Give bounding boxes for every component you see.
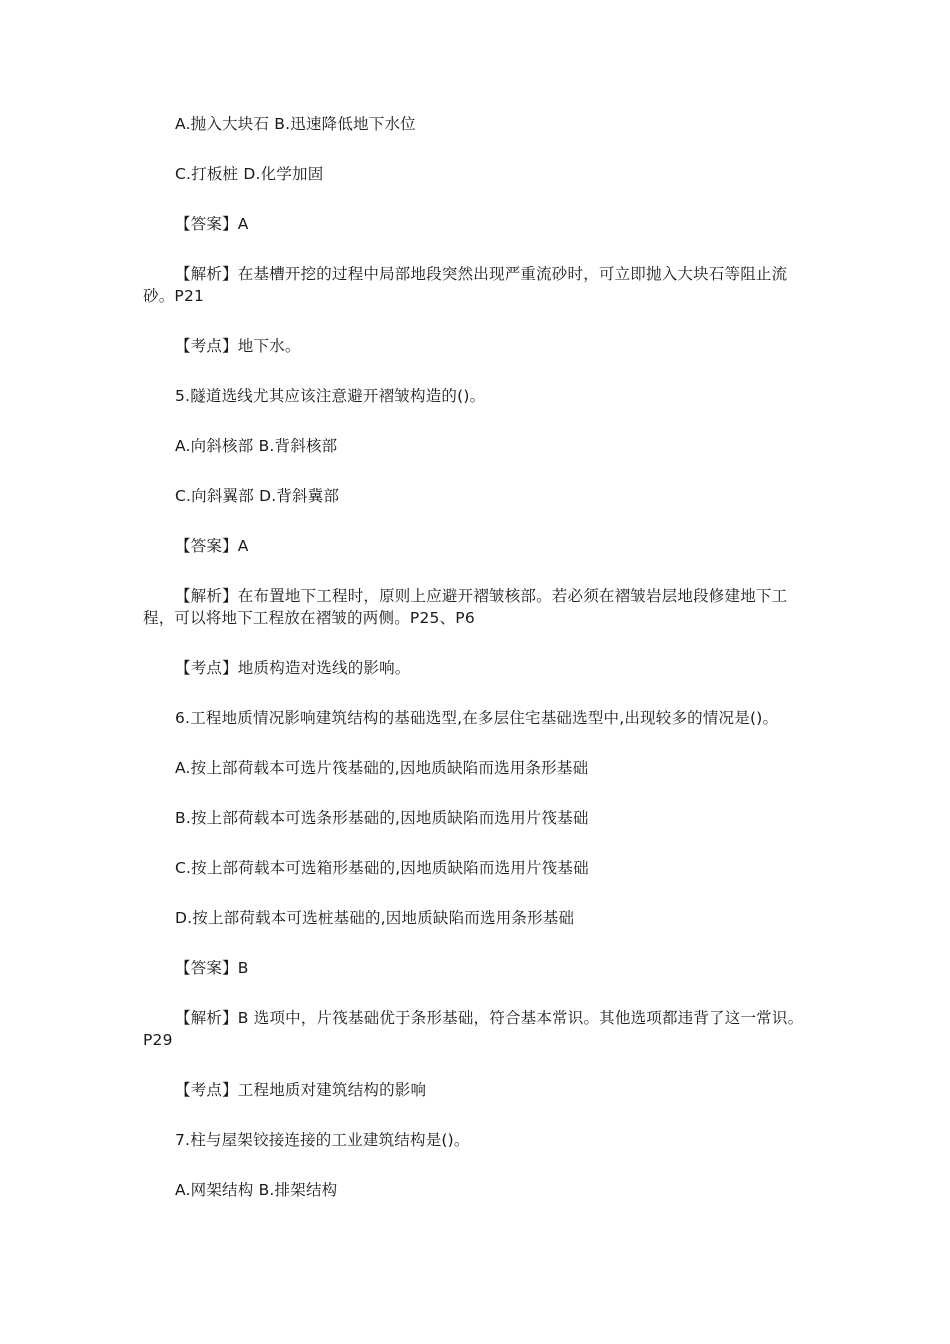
question-line: 5.隧道选线尤其应该注意避开褶皱构造的()。: [175, 387, 486, 405]
answer-line: 【答案】A: [175, 215, 249, 233]
question-line: 6.工程地质情况影响建筑结构的基础选型,在多层住宅基础选型中,出现较多的情况是()。: [175, 709, 779, 727]
key-point-line: 【考点】工程地质对建筑结构的影响: [175, 1081, 427, 1099]
explanation-paragraph: 【解析】在基槽开挖的过程中局部地段突然出现严重流砂时，可立即抛入大块石等阻止流砂。P21: [143, 265, 788, 305]
option-line: A.抛入大块石 B.迅速降低地下水位: [175, 115, 416, 133]
option-line: D.按上部荷载本可选桩基础的,因地质缺陷而选用条形基础: [175, 909, 575, 927]
key-point-line: 【考点】地质构造对选线的影响。: [175, 659, 411, 677]
option-line: C.向斜翼部 D.背斜冀部: [175, 487, 340, 505]
answer-line: 【答案】A: [175, 537, 249, 555]
explanation-paragraph: 【解析】B 选项中，片筏基础优于条形基础，符合基本常识。其他选项都违背了这一常识。P29: [143, 1009, 804, 1049]
key-point-line: 【考点】地下水。: [175, 337, 301, 355]
option-line: A.按上部荷载本可选片筏基础的,因地质缺陷而选用条形基础: [175, 759, 589, 777]
option-line: C.打板桩 D.化学加固: [175, 165, 324, 183]
option-line: C.按上部荷载本可选箱形基础的,因地质缺陷而选用片筏基础: [175, 859, 589, 877]
explanation-paragraph: 【解析】在布置地下工程时，原则上应避开褶皱核部。若必须在褶皱岩层地段修建地下工程，可以将地下工程放在褶皱的两侧。P25、P6: [143, 587, 788, 627]
option-line: B.按上部荷载本可选条形基础的,因地质缺陷而选用片筏基础: [175, 809, 589, 827]
answer-line: 【答案】B: [175, 959, 249, 977]
option-line: A.向斜核部 B.背斜核部: [175, 437, 338, 455]
question-line: 7.柱与屋架铰接连接的工业建筑结构是()。: [175, 1131, 470, 1149]
option-line: A.网架结构 B.排架结构: [175, 1181, 338, 1199]
document-body: [143, 113, 811, 1229]
